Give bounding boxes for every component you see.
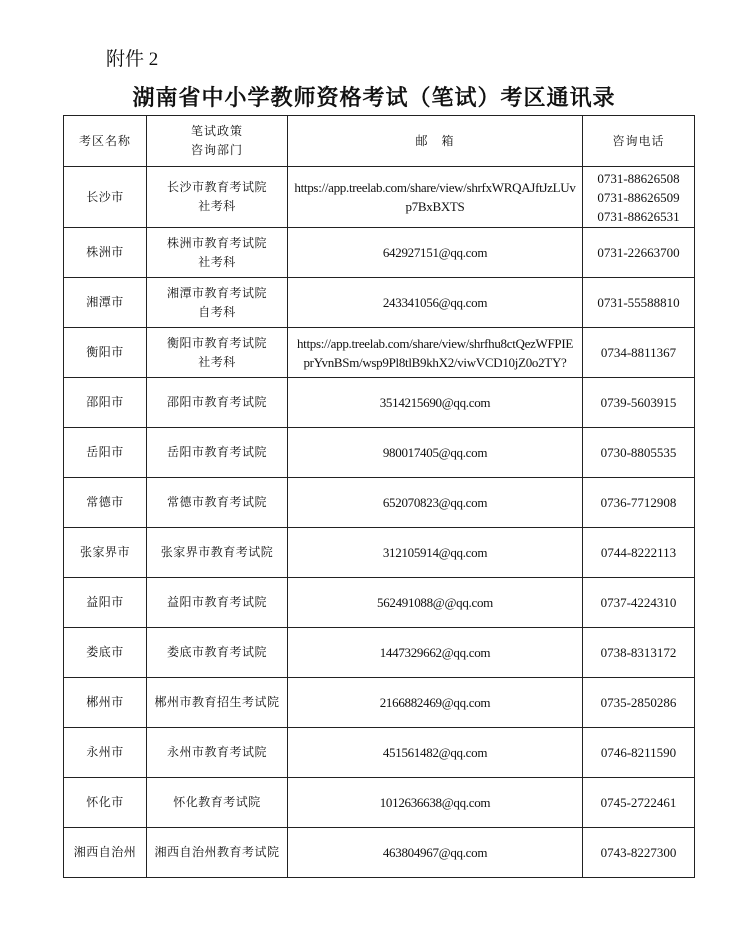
email-cell (288, 628, 583, 678)
email-line1: 243341056@qq.com (382, 295, 488, 310)
dept-line1: 岳阳市教育考试院 (166, 445, 267, 459)
email-cell (288, 528, 583, 578)
email-line1: 312105914@qq.com (382, 545, 488, 560)
phone-cell (583, 228, 695, 278)
table-row (64, 167, 695, 228)
table-row (64, 728, 695, 778)
email-line1: 3514215690@qq.com (379, 395, 491, 410)
phone-cell (583, 678, 695, 728)
dept-cell (147, 228, 288, 278)
region-name: 郴州市 (86, 695, 124, 709)
phone-cell (583, 778, 695, 828)
region-cell (64, 328, 147, 378)
phone-line1: 0739-5603915 (600, 395, 677, 410)
dept-line2: 社考科 (198, 354, 236, 369)
phone-cell (583, 378, 695, 428)
phone-line1: 0731-88626508 (597, 170, 680, 186)
dept-line2: 社考科 (198, 254, 236, 269)
dept-cell (147, 167, 288, 228)
table-row (64, 328, 695, 378)
region-cell (64, 167, 147, 228)
email-line2: p7BxBXTS (405, 199, 465, 214)
dept-cell (147, 828, 288, 878)
dept-line1: 湘潭市教育考试院 (166, 285, 267, 300)
region-cell (64, 578, 147, 628)
header-dept-line2: 咨询部门 (190, 143, 243, 157)
table-row (64, 278, 695, 328)
region-name: 永州市 (86, 745, 124, 759)
contact-table (63, 115, 695, 878)
email-cell (288, 478, 583, 528)
email-line1: 1447329662@qq.com (379, 645, 491, 660)
dept-line1: 衡阳市教育考试院 (166, 335, 267, 350)
region-name: 张家界市 (79, 545, 130, 559)
header-region: 考区名称 (64, 116, 147, 167)
dept-cell (147, 778, 288, 828)
region-name: 娄底市 (86, 645, 124, 659)
region-cell (64, 728, 147, 778)
header-dept (147, 116, 288, 167)
email-line1: 463804967@qq.com (382, 845, 488, 860)
dept-line1: 益阳市教育考试院 (166, 595, 267, 609)
dept-cell (147, 578, 288, 628)
email-cell (288, 328, 583, 378)
phone-line1: 0731-55588810 (597, 295, 680, 310)
dept-line2: 自考科 (198, 304, 236, 319)
dept-line1: 郴州市教育招生考试院 (154, 695, 280, 709)
region-name: 衡阳市 (86, 345, 124, 359)
email-line1: 451561482@qq.com (382, 745, 488, 760)
phone-line1: 0735-2850286 (600, 695, 677, 710)
region-cell (64, 478, 147, 528)
email-line1: 562491088@@qq.com (377, 595, 493, 610)
phone-line1: 0743-8227300 (600, 845, 677, 860)
table-row (64, 428, 695, 478)
dept-cell (147, 478, 288, 528)
phone-cell (583, 578, 695, 628)
phone-cell (583, 828, 695, 878)
email-cell (288, 828, 583, 878)
dept-line1: 长沙市教育考试院 (166, 180, 267, 194)
phone-cell (583, 478, 695, 528)
document-title: 湖南省中小学教师资格考试（笔试）考区通讯录 (132, 86, 616, 111)
phone-line1: 0745-2722461 (600, 795, 677, 810)
email-cell (288, 678, 583, 728)
email-line1: 980017405@qq.com (382, 445, 488, 460)
dept-line1: 邵阳市教育考试院 (166, 395, 267, 409)
dept-cell (147, 628, 288, 678)
phone-line1: 0730-8805535 (600, 445, 677, 460)
email-line1: https://app.treelab.com/share/view/shrfxWRQAJftJzLUv (294, 180, 576, 195)
region-name: 益阳市 (86, 595, 124, 609)
email-line1: 1012636638@qq.com (379, 795, 491, 810)
dept-line1: 常德市教育考试院 (166, 495, 267, 509)
phone-line1: 0738-8313172 (600, 645, 677, 660)
dept-line1: 张家界市教育考试院 (160, 545, 274, 559)
dept-cell (147, 278, 288, 328)
dept-cell (147, 678, 288, 728)
attachment-label: 附件 2 (106, 49, 159, 70)
email-cell (288, 578, 583, 628)
header-phone: 咨询电话 (583, 116, 695, 167)
email-line1: 642927151@qq.com (382, 245, 488, 260)
dept-line1: 娄底市教育考试院 (166, 645, 267, 659)
region-cell (64, 828, 147, 878)
region-cell (64, 528, 147, 578)
dept-cell (147, 378, 288, 428)
phone-cell (583, 528, 695, 578)
header-dept-line1: 笔试政策 (190, 124, 243, 138)
header-email: 邮 箱 (288, 116, 583, 167)
email-cell (288, 167, 583, 228)
dept-cell (147, 528, 288, 578)
email-cell (288, 228, 583, 278)
region-name: 常德市 (86, 495, 124, 509)
phone-line3: 0731-88626531 (597, 208, 680, 224)
email-cell (288, 278, 583, 328)
email-line1: 652070823@qq.com (382, 495, 488, 510)
dept-cell (147, 728, 288, 778)
phone-cell (583, 167, 695, 228)
table-row (64, 578, 695, 628)
region-cell (64, 628, 147, 678)
region-name: 长沙市 (86, 189, 124, 204)
region-cell (64, 278, 147, 328)
region-cell (64, 778, 147, 828)
dept-line1: 株洲市教育考试院 (166, 235, 267, 250)
phone-line1: 0736-7712908 (600, 495, 677, 510)
region-name: 岳阳市 (86, 445, 124, 459)
phone-cell (583, 728, 695, 778)
dept-line2: 社考科 (198, 199, 236, 213)
table-row (64, 828, 695, 878)
dept-line1: 永州市教育考试院 (166, 745, 267, 759)
region-name: 邵阳市 (86, 395, 124, 409)
phone-line1: 0737-4224310 (600, 595, 677, 610)
table-row (64, 478, 695, 528)
region-name: 湘潭市 (86, 295, 124, 309)
phone-cell (583, 328, 695, 378)
table-row (64, 228, 695, 278)
email-cell (288, 728, 583, 778)
region-cell (64, 378, 147, 428)
phone-line1: 0731-22663700 (597, 245, 680, 260)
phone-line1: 0744-8222113 (600, 545, 677, 560)
dept-line1: 湘西自治州教育考试院 (154, 845, 280, 859)
dept-line1: 怀化教育考试院 (173, 795, 261, 809)
email-cell (288, 378, 583, 428)
table-header-row (64, 116, 695, 167)
table-row (64, 678, 695, 728)
region-name: 株洲市 (86, 245, 124, 259)
table-row (64, 528, 695, 578)
phone-line1: 0746-8211590 (600, 745, 677, 760)
region-cell (64, 678, 147, 728)
table-row (64, 778, 695, 828)
dept-cell (147, 428, 288, 478)
region-cell (64, 228, 147, 278)
email-line1: https://app.treelab.com/share/view/shrfhu8ctQezWFPIE (296, 335, 574, 351)
region-name: 怀化市 (86, 795, 124, 809)
email-line2: prYvnBSm/wsp9Pl8tlB9khX2/viwVCD10jZ0o2TY? (303, 354, 567, 370)
phone-cell (583, 628, 695, 678)
phone-cell (583, 428, 695, 478)
email-cell (288, 428, 583, 478)
region-name: 湘西自治州 (73, 845, 137, 859)
table-row (64, 378, 695, 428)
phone-line1: 0734-8811367 (600, 345, 677, 360)
email-line1: 2166882469@qq.com (379, 695, 491, 710)
table-row (64, 628, 695, 678)
phone-line2: 0731-88626509 (597, 189, 680, 205)
email-cell (288, 778, 583, 828)
region-cell (64, 428, 147, 478)
dept-cell (147, 328, 288, 378)
phone-cell (583, 278, 695, 328)
